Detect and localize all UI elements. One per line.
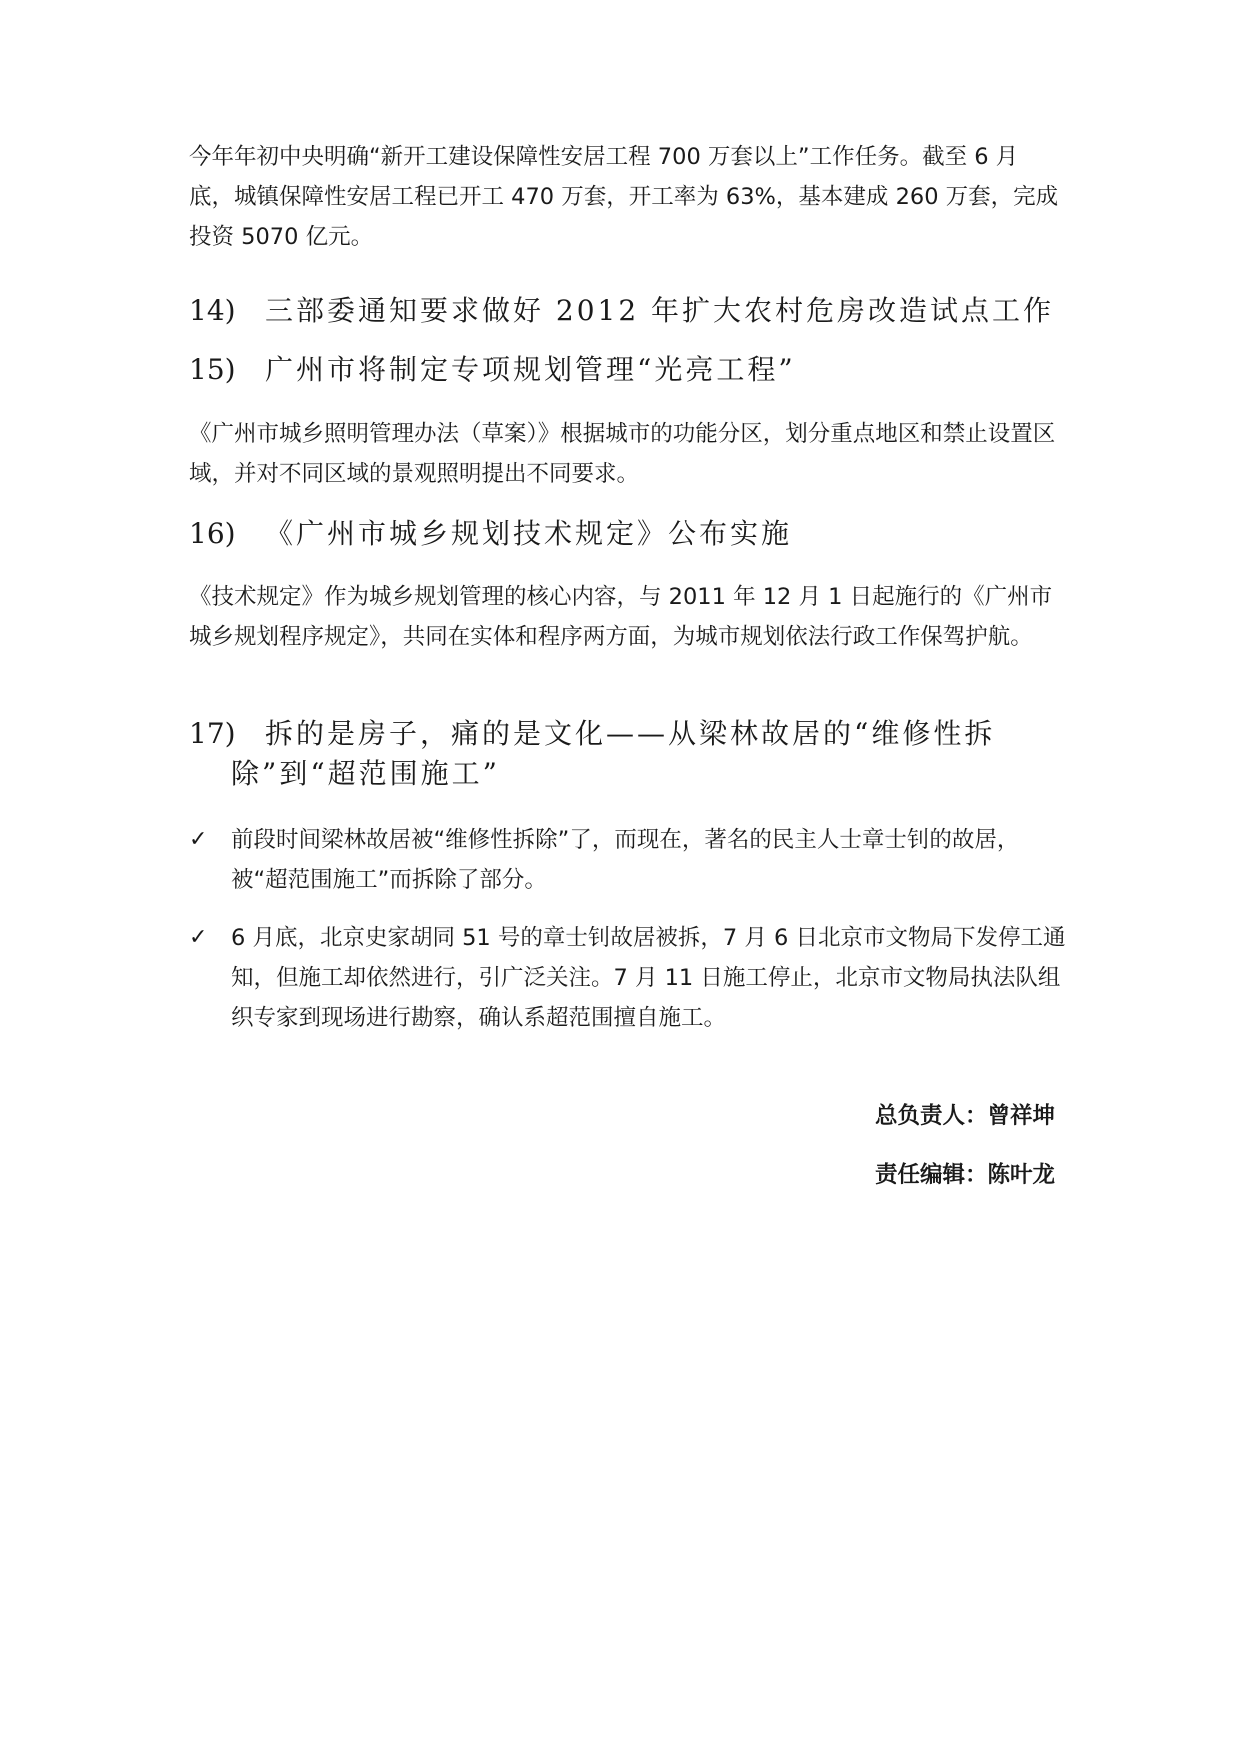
- responsible-editor: 责任编辑：陈叶龙: [874, 1162, 1055, 1188]
- section-16-body: 《技术规定》作为城乡规划管理的核心内容，与 2011 年 12 月 1 日起施行的《广州市城乡规划程序规定》，共同在实体和程序两方面，为城市规划依法行政工作保驾护航。: [189, 584, 1053, 650]
- checkmark-icon: ✓: [189, 827, 208, 852]
- section-number: 17): [189, 717, 236, 750]
- section-title: 《广州市城乡规划技术规定》公布实施: [265, 517, 793, 550]
- chief-responsible: 总负责人：曾祥坤: [874, 1103, 1055, 1129]
- section-heading-15: [189, 350, 1069, 390]
- checkmark-icon: ✓: [189, 925, 208, 950]
- section-title: 广州市将制定专项规划管理“光亮工程”: [265, 353, 796, 386]
- section-heading-14: [189, 291, 1069, 331]
- section-heading-17: [189, 714, 1069, 794]
- list-item: [189, 918, 1069, 1038]
- list-item-text: 前段时间梁林故居被“维修性拆除”了，而现在，著名的民主人士章士钊的故居，被“超范围施工”而拆除了部分。: [231, 827, 1020, 893]
- section-heading-16: [189, 514, 1069, 554]
- list-item-text: 6 月底，北京史家胡同 51 号的章士钊故居被拆，7 月 6 日北京市文物局下发停工通知，但施工却依然进行，引广泛关注。7 月 11 日施工停止，北京市文物局执法队组织专家到现场进行勘察，确认系超范围擅自施工。: [231, 925, 1066, 1031]
- section-number: 14): [189, 294, 236, 327]
- section-number: 16): [189, 517, 236, 550]
- list-item: [189, 820, 1069, 900]
- section-title-line1: 拆的是房子，痛的是文化——从梁林故居的“维修性拆: [265, 717, 996, 750]
- section-15-body: 《广州市城乡照明管理办法（草案）》根据城市的功能分区，划分重点地区和禁止设置区域，并对不同区域的景观照明提出不同要求。: [189, 421, 1056, 487]
- section-number: 15): [189, 353, 236, 386]
- section-title: 三部委通知要求做好 2012 年扩大农村危房改造试点工作: [265, 294, 1055, 327]
- section-title-line2: 除”到“超范围施工”: [231, 757, 500, 790]
- intro-paragraph: 今年年初中央明确“新开工建设保障性安居工程 700 万套以上”工作任务。截至 6 月底，城镇保障性安居工程已开工 470 万套，开工率为 63%，基本建成 260 万套，完成投资 5070 亿元。: [189, 144, 1059, 250]
